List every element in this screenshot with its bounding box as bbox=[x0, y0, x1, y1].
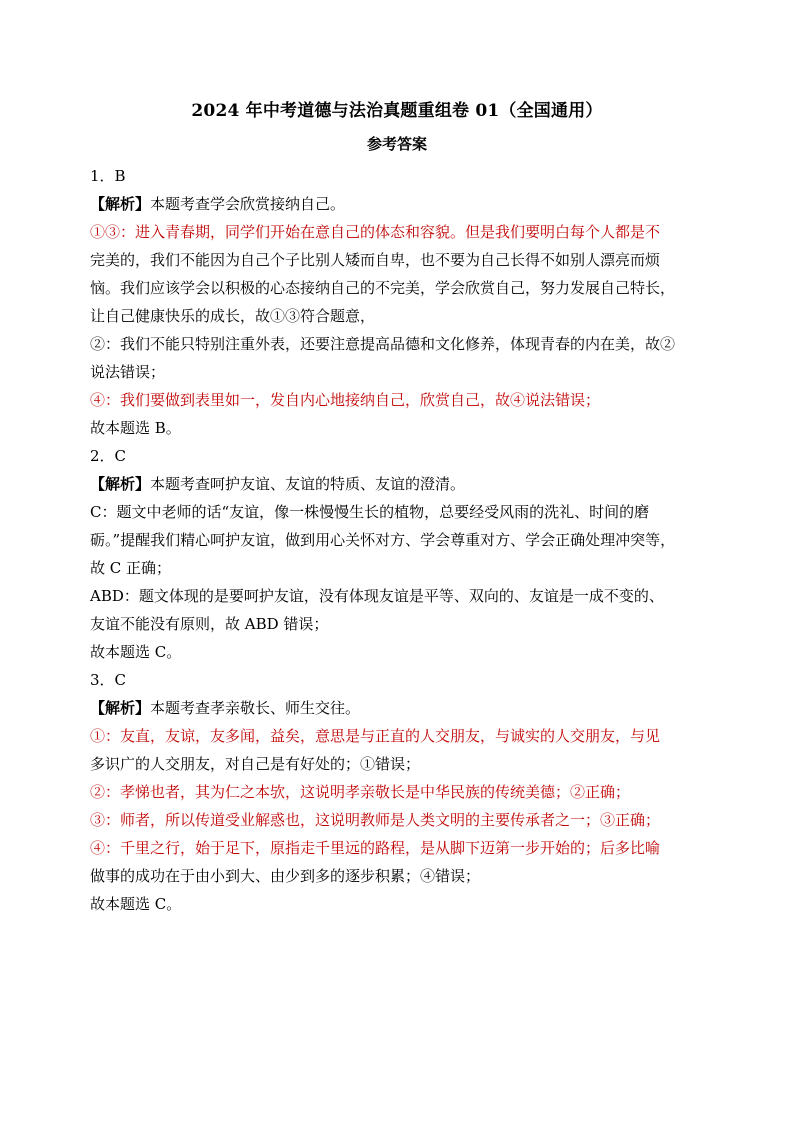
analysis-line bbox=[90, 694, 704, 722]
answer-3: 3．C bbox=[90, 671, 127, 689]
analysis-line bbox=[90, 470, 704, 498]
analysis-text: 本题考查孝亲敬长、师生交往。 bbox=[150, 699, 361, 717]
explanation-line: ④：我们要做到表里如一，发自内心地接纳自己，欣赏自己，故④说法错误； bbox=[90, 391, 601, 409]
explanation-line: 友谊不能没有原则，故 ABD 错误； bbox=[90, 615, 329, 633]
explanation-line: ②：我们不能只特别注重外表，还要注意提高品德和文化修养，体现青春的内在美，故② bbox=[90, 335, 676, 353]
explanation-line: ③：师者，所以传道受业解惑也，这说明教师是人类文明的主要传承者之一；③正确； bbox=[90, 811, 661, 829]
explanation-line: C：题文中老师的话“友谊，像一株慢慢生长的植物，总要经受风雨的洗礼、时间的磨 bbox=[90, 503, 650, 521]
explanation-line: 恼。我们应该学会以积极的心态接纳自己的不完美，学会欣赏自己，努力发展自己特长， bbox=[90, 279, 676, 297]
analysis-text: 本题考查呵护友谊、友谊的特质、友谊的澄清。 bbox=[150, 475, 466, 493]
page-title: 2024 年中考道德与法治真题重组卷 01（全国通用） bbox=[191, 101, 603, 121]
question-1 bbox=[90, 162, 704, 442]
analysis-text: 本题考查学会欣赏接纳自己。 bbox=[150, 195, 346, 213]
explanation-line: 砺。”提醒我们精心呵护友谊，做到用心关怀对方、学会尊重对方、学会正确处理冲突等， bbox=[90, 531, 676, 549]
explanation-line: ④：千里之行，始于足下，原指走千里远的路程，是从脚下迈第一步开始的；后多比喻 bbox=[90, 839, 661, 857]
explanation-line: 说法错误； bbox=[90, 363, 166, 381]
explanation-line: ①：友直，友谅，友多闻，益矣，意思是与正直的人交朋友，与诚实的人交朋友，与见 bbox=[90, 727, 661, 745]
question-2 bbox=[90, 442, 704, 666]
explanation-line: ABD：题文体现的是要呵护友谊，没有体现友谊是平等、双向的、友谊是一成不变的、 bbox=[90, 587, 664, 605]
explanation-line: 故 C 正确； bbox=[90, 559, 172, 577]
explanation-line: 让自己健康快乐的成长，故①③符合题意， bbox=[90, 307, 376, 325]
explanation-line: ①③：进入青春期，同学们开始在意自己的体态和容貌。但是我们要明白每个人都是不 bbox=[90, 223, 661, 241]
analysis-tag: 【解析】 bbox=[90, 475, 151, 493]
analysis-tag: 【解析】 bbox=[90, 195, 151, 213]
question-3 bbox=[90, 666, 704, 918]
conclusion-line: 故本题选 C。 bbox=[90, 643, 182, 661]
conclusion-line: 故本题选 B。 bbox=[90, 419, 181, 437]
page-subtitle: 参考答案 bbox=[366, 135, 427, 153]
explanation-line: 完美的，我们不能因为自己个子比别人矮而自卑，也不要为自己长得不如别人漂亮而烦 bbox=[90, 251, 661, 269]
analysis-line bbox=[90, 190, 704, 218]
explanation-line: ②：孝悌也者，其为仁之本欤，这说明孝亲敬长是中华民族的传统美德；②正确； bbox=[90, 783, 631, 801]
answer-2: 2．C bbox=[90, 447, 127, 465]
explanation-line: 多识广的人交朋友，对自己是有好处的；①错误； bbox=[90, 755, 421, 773]
answer-1: 1．B bbox=[90, 167, 126, 185]
analysis-tag: 【解析】 bbox=[90, 699, 151, 717]
explanation-line: 做事的成功在于由小到大、由少到多的逐步积累；④错误； bbox=[90, 867, 481, 885]
conclusion-line: 故本题选 C。 bbox=[90, 895, 182, 913]
